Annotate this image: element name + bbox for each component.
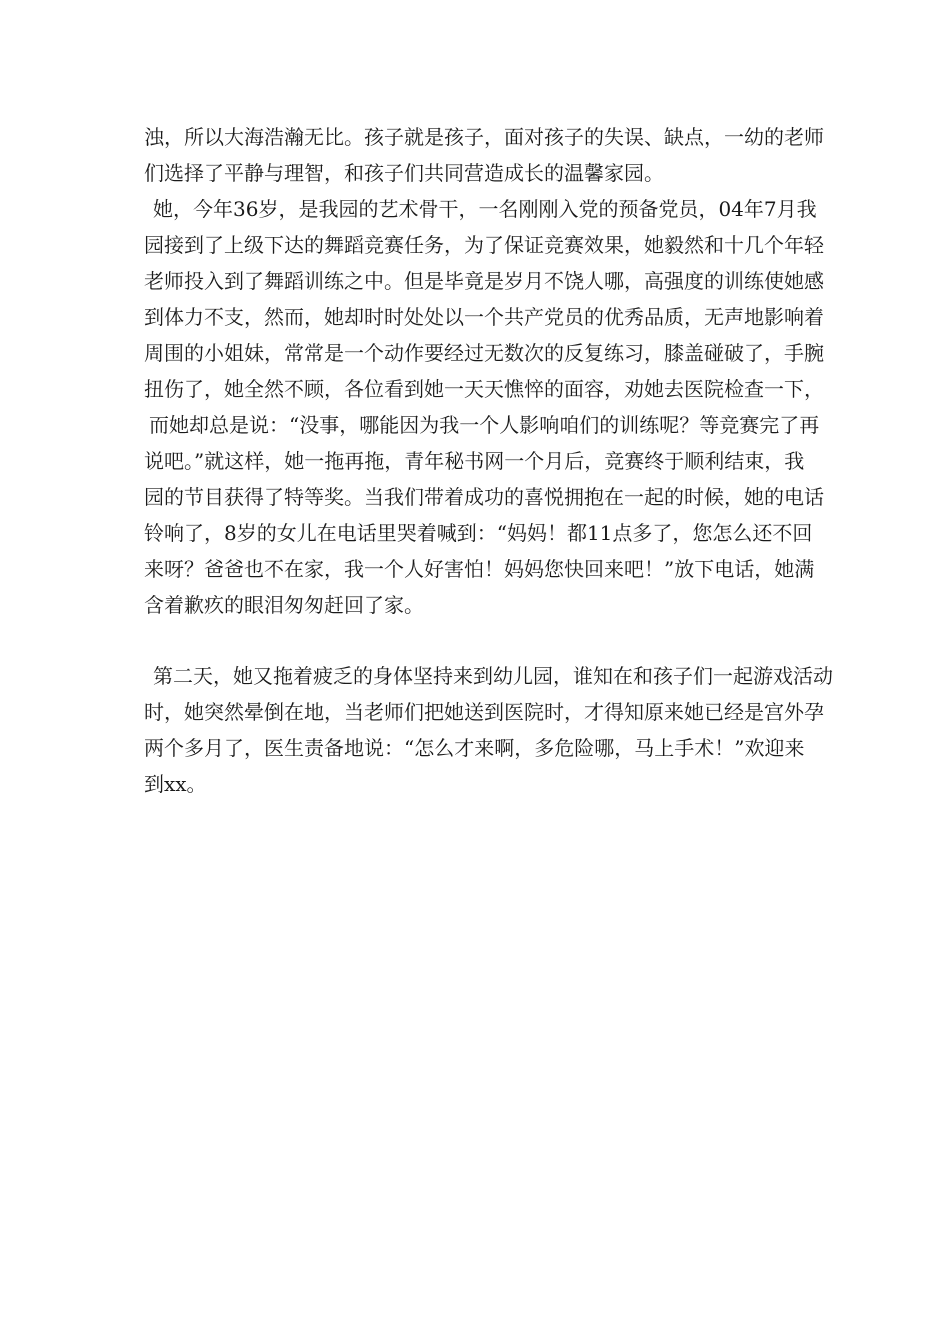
text-line: 说吧。”就这样，她一拖再拖，青年秘书网一个月后，竞赛终于顺利结束，我 [144,449,805,473]
text-line: 铃响了，8岁的女儿在电话里哭着喊到：“妈妈！都11点多了，您怎么还不回 [144,521,813,545]
text-line: 而她却总是说：“没事，哪能因为我一个人影响咱们的训练呢？等竞赛完了再 [149,413,820,437]
text-line: 浊，所以大海浩瀚无比。孩子就是孩子，面对孩子的失误、缺点，一幼的老师 [144,125,824,149]
text-line: 两个多月了，医生责备地说：“怎么才来啊，多危险哪，马上手术！”欢迎来 [144,736,805,760]
document-body [144,119,833,802]
text-line: 园接到了上级下达的舞蹈竞赛任务，为了保证竞赛效果，她毅然和十几个年轻 [144,233,824,257]
text-line: 扭伤了，她全然不顾，各位看到她一天天憔悴的面容，劝她去医院检查一下， [144,377,824,401]
text-line: 含着歉疚的眼泪匆匆赶回了家。 [144,593,424,617]
text-line: 老师投入到了舞蹈训练之中。但是毕竟是岁月不饶人哪，高强度的训练使她感 [144,269,824,293]
text-line: 到xx。 [144,772,207,796]
text-line: 周围的小姐妹，常常是一个动作要经过无数次的反复练习，膝盖碰破了，手腕 [144,341,824,365]
text-line: 来呀？爸爸也不在家，我一个人好害怕！妈妈您快回来吧！”放下电话，她满 [144,557,815,581]
paragraph-1 [144,119,824,191]
text-line: 园的节目获得了特等奖。当我们带着成功的喜悦拥抱在一起的时候，她的电话 [144,485,824,509]
text-line: 到体力不支，然而，她却时时处处以一个共产党员的优秀品质，无声地影响着 [144,305,824,329]
text-line: 她，今年36岁，是我园的艺术骨干，一名刚刚入党的预备党员，04年7月我 [153,197,817,221]
paragraph-2 [144,191,824,623]
paragraph-spacer [144,623,814,658]
text-line: 们选择了平静与理智，和孩子们共同营造成长的温馨家园。 [144,161,664,185]
paragraph-3 [144,658,833,802]
text-line: 第二天，她又拖着疲乏的身体坚持来到幼儿园，谁知在和孩子们一起游戏活动 [153,664,833,688]
text-line: 时，她突然晕倒在地，当老师们把她送到医院时，才得知原来她已经是宫外孕 [144,700,824,724]
